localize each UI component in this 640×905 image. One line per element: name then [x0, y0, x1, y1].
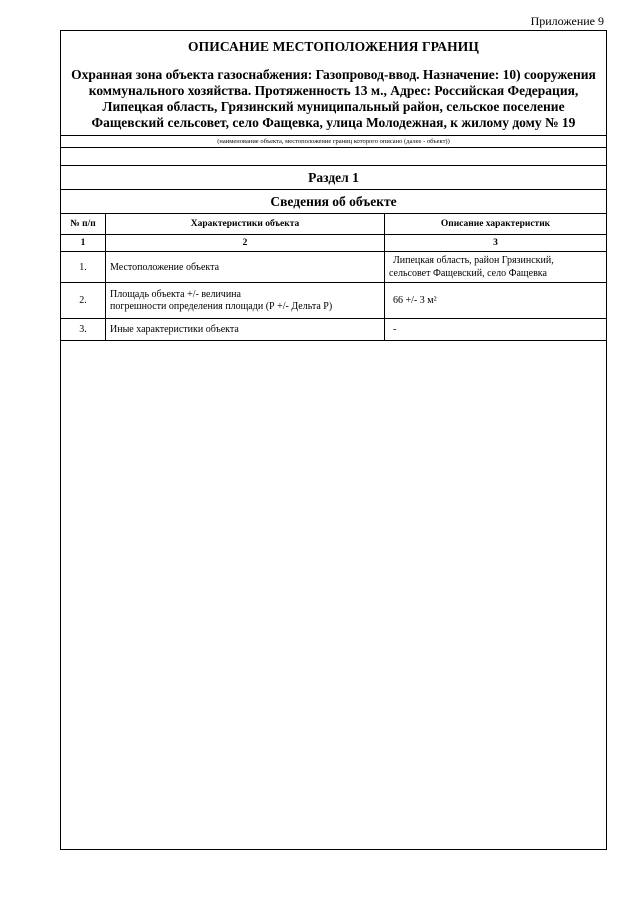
column-numbers-row [61, 235, 606, 252]
header-description: Описание характеристик [385, 214, 607, 235]
row-characteristic [106, 283, 385, 319]
table-row [61, 319, 606, 341]
header-number: № п/п [61, 214, 106, 235]
area-value: 66 +/- 3 м² [393, 295, 437, 306]
column-number: 1 [61, 235, 106, 252]
other-value: - [393, 324, 397, 335]
row-number: 1. [61, 252, 106, 283]
row-number: 2. [61, 283, 106, 319]
document-title: ОПИСАНИЕ МЕСТОПОЛОЖЕНИЯ ГРАНИЦ [188, 39, 479, 54]
characteristic-line: погрешности определения площади (Р +/- Дельта Р) [110, 300, 333, 312]
row-description [385, 319, 607, 341]
spacer-row [61, 147, 606, 165]
table-row [61, 252, 606, 283]
object-description: Охранная зона объекта газоснабжения: Газопровод-ввод. Назначение: 10) сооружения коммунального хозяйства. Протяженность 13 м., Адрес: Российская Федерация, Липецкая область, Грязинский муниципальный район, сельское поселение Фащевский сельсовет, село Фащевка, улица Молодежная, к жилому дому № 19 [71, 67, 596, 130]
section-title: Раздел 1 [61, 165, 606, 189]
header-characteristic: Характеристики объекта [106, 214, 385, 235]
row-characteristic: Иные характеристики объекта [106, 319, 385, 341]
document-frame [60, 30, 607, 850]
appendix-label: Приложение 9 [530, 14, 604, 28]
column-number: 2 [106, 235, 385, 252]
table-row [61, 283, 606, 319]
row-characteristic: Местоположение объекта [106, 252, 385, 283]
object-hint: (наименование объекта, местоположение границ которого описано (далее - объект)) [61, 135, 606, 147]
object-info-table [61, 213, 606, 341]
characteristic-line: Площадь объекта +/- величина [110, 288, 241, 300]
column-number: 3 [385, 235, 607, 252]
row-description [385, 252, 607, 283]
description-line: сельсовет Фащевский, село Фащевка [389, 268, 547, 279]
section-subtitle: Сведения об объекте [61, 189, 606, 213]
row-description [385, 283, 607, 319]
description-line: Липецкая область, район Грязинский, [393, 255, 554, 266]
table-header-row [61, 214, 606, 235]
row-number: 3. [61, 319, 106, 341]
